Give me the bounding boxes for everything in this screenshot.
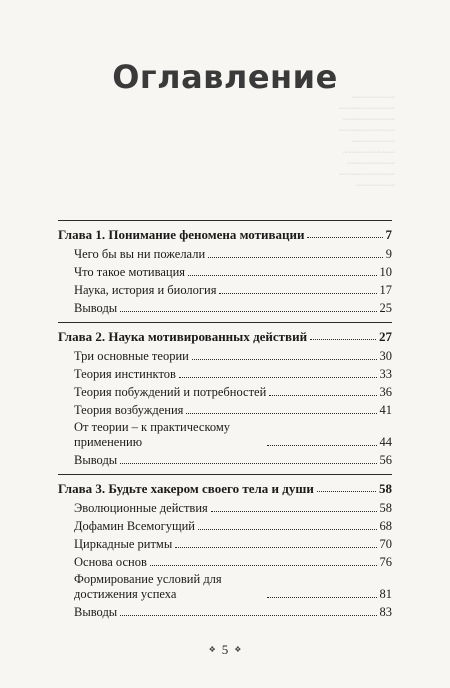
toc-section[interactable] xyxy=(58,570,392,602)
toc-section-title: Эволюционные действия xyxy=(74,501,208,515)
toc-page-number: 27 xyxy=(379,329,392,344)
toc-chapter-heading[interactable] xyxy=(58,478,392,496)
dot-leader xyxy=(267,445,377,446)
toc-chapter-title: Глава 2. Наука мотивированных действий xyxy=(58,329,308,344)
toc-page-number: 44 xyxy=(379,435,392,449)
toc-page-number: 33 xyxy=(379,367,392,381)
toc-section-title: Чего бы вы ни пожелали xyxy=(74,247,206,261)
toc-section-title: Три основные теории xyxy=(74,349,189,363)
page-title: Оглавление xyxy=(112,58,338,96)
dot-leader xyxy=(192,359,377,360)
dot-leader xyxy=(188,275,376,276)
toc-section[interactable] xyxy=(58,262,392,280)
toc-section-title: Выводы xyxy=(74,301,118,315)
toc-section-title: Выводы xyxy=(74,605,118,619)
toc-section-title: Наука, история и биология xyxy=(74,283,217,297)
toc-section-title: Формирование условий для достижения успеха xyxy=(74,572,222,601)
toc-section-title: Основа основ xyxy=(74,555,147,569)
dot-leader xyxy=(198,529,377,530)
toc-section[interactable] xyxy=(58,450,392,468)
toc-chapter-heading[interactable] xyxy=(58,224,392,242)
toc-section[interactable] xyxy=(58,498,392,516)
dot-leader xyxy=(120,463,376,464)
toc-section[interactable] xyxy=(58,382,392,400)
toc-page-number: 10 xyxy=(379,265,392,279)
dot-leader xyxy=(269,395,376,396)
dot-leader xyxy=(307,237,382,238)
dot-leader xyxy=(179,377,377,378)
toc-section[interactable] xyxy=(58,280,392,298)
dot-leader xyxy=(208,257,383,258)
toc-section[interactable] xyxy=(58,418,392,450)
toc-section[interactable] xyxy=(58,364,392,382)
toc-section[interactable] xyxy=(58,516,392,534)
toc-section[interactable] xyxy=(58,534,392,552)
toc-page-number: 9 xyxy=(385,247,392,261)
toc-page-number: 70 xyxy=(379,537,392,551)
toc-page-number: 36 xyxy=(379,385,392,399)
dot-leader xyxy=(120,615,376,616)
toc-page-number: 17 xyxy=(379,283,392,297)
dot-leader xyxy=(120,311,376,312)
ornament-icon: ❖ xyxy=(234,645,242,654)
toc-page-number: 83 xyxy=(379,605,392,619)
dot-leader xyxy=(317,491,376,492)
toc-chapter-title: Глава 3. Будьте хакером своего тела и души xyxy=(58,481,314,496)
toc-page-number: 56 xyxy=(379,453,392,467)
toc-section[interactable] xyxy=(58,244,392,262)
toc-section[interactable] xyxy=(58,400,392,418)
bleed-through-text: ~~~~~~~~~~ ~~~~~~~~~~~~~ ~~~~~~~~~~~~ ~~~~~~~~~~~~~ ~~~~~~~~~~ ~~~~~~~~~~~~ ~~~~~~~~~~~ ~~~~~~~~~~~~~ ~~~~~~~~~ xyxy=(338,93,395,190)
toc-section-title: Циркадные ритмы xyxy=(74,537,173,551)
toc-page-number: 58 xyxy=(379,481,392,496)
toc-page-number: 68 xyxy=(379,519,392,533)
toc-page-number: 30 xyxy=(379,349,392,363)
toc-chapter-1 xyxy=(58,220,392,316)
toc-section-title: От теории – к практическому применению xyxy=(74,420,231,449)
toc-page-number: 81 xyxy=(379,587,392,601)
toc-section[interactable] xyxy=(58,602,392,620)
toc-page-number: 41 xyxy=(379,403,392,417)
toc-page-number: 25 xyxy=(379,301,392,315)
dot-leader xyxy=(150,565,377,566)
toc-section-title: Что такое мотивация xyxy=(74,265,186,279)
dot-leader xyxy=(211,511,377,512)
toc-section[interactable] xyxy=(58,298,392,316)
ornament-icon: ❖ xyxy=(208,645,216,654)
dot-leader xyxy=(310,339,376,340)
toc-section-title: Дофамин Всемогущий xyxy=(74,519,195,533)
toc-page-number: 58 xyxy=(379,501,392,515)
page-footer xyxy=(0,642,450,658)
dot-leader xyxy=(175,547,376,548)
toc-section-title: Теория инстинктов xyxy=(74,367,176,381)
toc-section-title: Теория побуждений и потребностей xyxy=(74,385,267,399)
toc-section[interactable] xyxy=(58,552,392,570)
toc-chapter-2 xyxy=(58,322,392,468)
toc-section-title: Выводы xyxy=(74,453,118,467)
toc-chapter-3 xyxy=(58,474,392,620)
toc-chapter-heading[interactable] xyxy=(58,326,392,344)
page-number: 5 xyxy=(221,642,229,657)
table-of-contents xyxy=(58,220,392,626)
toc-section[interactable] xyxy=(58,346,392,364)
dot-leader xyxy=(267,597,377,598)
dot-leader xyxy=(186,413,376,414)
toc-chapter-title: Глава 1. Понимание феномена мотивации xyxy=(58,227,305,242)
toc-section-title: Теория возбуждения xyxy=(74,403,184,417)
toc-page-number: 7 xyxy=(385,227,392,242)
toc-page-number: 76 xyxy=(379,555,392,569)
dot-leader xyxy=(219,293,376,294)
